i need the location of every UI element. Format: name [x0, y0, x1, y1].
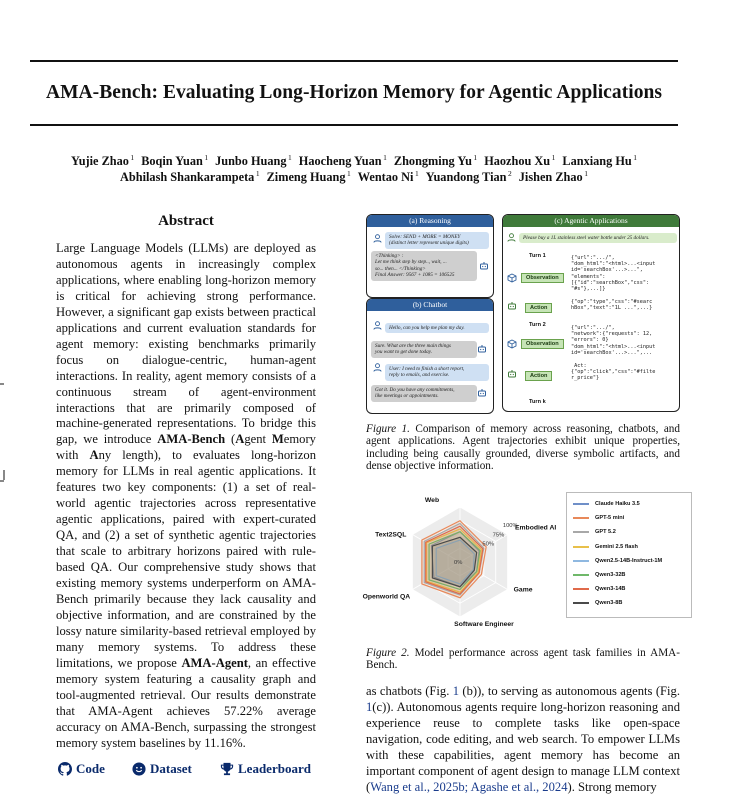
legend-item	[573, 540, 685, 554]
huggingface-icon	[132, 762, 146, 776]
cube-icon	[507, 273, 517, 283]
author-affiliation: 1	[345, 169, 351, 178]
observation-json: {"url":".../", "dom_html":"<html>...<input id='searchBox'...>...", "elements": [{"id":"searchBox","css": "#s"},...]}	[571, 255, 656, 293]
legend-item	[573, 497, 685, 511]
agentic-panel	[502, 214, 680, 412]
leaderboard-link[interactable]	[220, 761, 311, 777]
chat-message-bot: Got it. Do you have any commitments, like meetings or appointments.	[371, 385, 477, 402]
author-name: Yuandong Tian	[425, 170, 507, 184]
author-affiliation: 1	[471, 153, 478, 162]
margin-mark	[3, 470, 5, 480]
legend-label: Qwen2.5-14B-Instruct-1M	[595, 557, 663, 564]
observation-tag: Observation	[521, 273, 564, 283]
chat-message-user: User: I need to finish a short report, reply to emails, and exercise.	[385, 364, 489, 381]
author-name: Junbo Huang	[215, 154, 287, 168]
author-name: Zhongming Yu	[393, 154, 472, 168]
radar-axis-label: Embodied AI	[514, 524, 557, 532]
dataset-link-label: Dataset	[150, 761, 192, 776]
github-icon	[58, 762, 72, 776]
reasoning-question: Solve: SEND + MORE = MONEY (distinct letter represent unique digits)	[385, 232, 489, 249]
citation-link[interactable]: Wang et al., 2025b; Agashe et al., 2024	[370, 779, 568, 794]
code-link-label: Code	[76, 761, 105, 776]
top-rule	[30, 60, 678, 62]
user-icon	[373, 321, 382, 330]
legend-swatch	[573, 531, 589, 533]
chat-message-bot: Sure. What are the three main things you want to get done today.	[371, 341, 477, 358]
author-affiliation: 1	[202, 153, 209, 162]
robot-icon	[507, 369, 517, 379]
user-icon	[373, 363, 382, 372]
legend-swatch	[573, 503, 589, 505]
radar-chart	[360, 481, 566, 641]
figure-1	[366, 214, 680, 412]
agentic-task: Please buy a 1L stainless steel water bottle under 25 dollars.	[519, 233, 677, 243]
figure-1-caption: Figure 1. Comparison of memory across reasoning, chatbots, and agent applications. Agent trajectories exhibit unique properties, including being causally grounded, diverse symbolic artifacts, and dense objective information.	[366, 423, 680, 473]
trophy-icon	[220, 762, 234, 776]
margin-mark	[0, 480, 4, 482]
title-bottom-rule	[30, 124, 678, 126]
reasoning-panel-title: (a) Reasoning	[367, 215, 493, 227]
author-name: Haozhou Xu	[484, 154, 551, 168]
robot-icon	[507, 301, 517, 311]
legend-swatch	[573, 546, 589, 548]
chart-legend	[566, 492, 692, 618]
legend-label: GPT 5.2	[595, 529, 616, 536]
user-icon	[373, 234, 382, 243]
author-affiliation: 1	[254, 169, 260, 178]
robot-icon	[477, 388, 487, 398]
paper-title: AMA-Bench: Evaluating Long-Horizon Memory for Agentic Applications	[45, 82, 663, 103]
legend-swatch	[573, 588, 589, 590]
legend-label: Qwen3-32B	[595, 572, 626, 579]
figure-ref-link[interactable]: 1	[366, 699, 373, 714]
turn-label: Turn 1	[529, 253, 546, 259]
legend-label: Qwen3-14B	[595, 586, 626, 593]
author-name: Jishen Zhao	[518, 170, 583, 184]
author-affiliation: 1	[381, 153, 387, 162]
legend-label: Gemini 2.5 flash	[595, 543, 638, 550]
action-json: {"op":"type","css":"#searc hBox","text":"1L ...",...}	[571, 299, 653, 312]
code-link[interactable]	[58, 761, 105, 777]
radar-ring-label: 0%	[454, 560, 463, 566]
figure-ref-link[interactable]: 1	[452, 684, 460, 698]
abstract-heading: Abstract	[158, 213, 214, 229]
legend-swatch	[573, 602, 589, 604]
abstract-text: Large Language Models (LLMs) are deployed as autonomous agents in increasingly complex applications, where enabling long-horizon memory is critical for achieving strong performance. However, a significant gap exists between practical applications and current evaluation standards for agent memory: existing benchmarks primarily focus on dialogue-centric, human-agent interactions. In reality, agent memory consists of a continuous stream of agent-environment interactions that are primarily composed of machine-generated representations. To bridge this gap, we introduce AMA-Bench (Agent Memory with Any length), to evaluates long-horizon memory for LLMs in real agentic applications. It features two key components: (1) a set of real-world agentic trajectories across representative agentic applications, paired with expert-curated QA, and (2) a set of synthetic agentic trajectories that scale to arbitrary horizons paired with rule-based QA. Our comprehensive study shows that existing memory systems underperform on AMA-Bench primarily because they lack causality and objective information, and are constrained by the lossy nature similarity-based retrieval employed by many memory systems. To address these limitations, we propose AMA-Agent, an effective memory system featuring a causality graph and tool-augmented retrieval. Our results demonstrate that AMA-Agent achieves 57.22% average accuracy on AMA-Bench, surpassing the strongest memory system baselines by 11.16%.	[56, 241, 316, 750]
legend-item	[573, 511, 685, 525]
radar-axis-label: Game	[513, 586, 533, 594]
user-icon	[507, 233, 516, 242]
action-tag: Action	[525, 371, 552, 381]
legend-label: Qwen3-8B	[595, 600, 623, 607]
legend-label: GPT-5 mini	[595, 515, 625, 522]
radar-ring-label: 100%	[502, 523, 518, 530]
legend-item	[573, 582, 685, 596]
bench-name: AMA-Bench	[157, 432, 226, 447]
author-name: Zimeng Huang	[266, 170, 346, 184]
legend-item	[573, 554, 685, 568]
margin-mark	[0, 383, 4, 385]
author-name: Abhilash Shankarampeta	[120, 170, 255, 184]
radar-ring-label: 75%	[492, 532, 505, 539]
author-affiliation: 1	[286, 153, 292, 162]
radar-axis-label: Web	[424, 497, 440, 504]
author-name: Wentao Ni	[357, 170, 414, 184]
author-affiliation: 1	[413, 169, 419, 178]
legend-swatch	[573, 517, 589, 519]
figure-2-caption: Figure 2. Model performance across agent task families in AMA-Bench.	[366, 647, 680, 672]
author-affiliation: 1	[550, 153, 556, 162]
chatbot-panel	[366, 298, 494, 414]
author-affiliation: 1	[582, 169, 588, 178]
author-name: Haocheng Yuan	[298, 154, 382, 168]
robot-icon	[479, 261, 489, 271]
action-json: Act: {"op":"click","css":"#filte r_price"}	[571, 363, 656, 382]
chat-message-user: Hello, can you help me plan my day.	[385, 323, 489, 333]
legend-item	[573, 568, 685, 582]
radar-axis-label: Software Engineer	[454, 621, 514, 628]
author-name: Boqin Yuan	[141, 154, 203, 168]
robot-icon	[477, 344, 487, 354]
legend-label: Claude Haiku 3.5	[595, 501, 640, 508]
legend-swatch	[573, 574, 589, 576]
reasoning-answer: <Thinking> : Let me think step by step.., wait, ... so... then... </Thinking> Final Answer: 9567 + 1085 = 106525	[371, 251, 477, 281]
radar-ring-label: 50%	[482, 541, 495, 548]
agent-name: AMA-Agent	[181, 655, 248, 670]
reasoning-panel	[366, 214, 494, 298]
action-tag: Action	[525, 303, 552, 313]
author-name: Lanxiang Hu	[562, 154, 632, 168]
chatbot-panel-title: (b) Chatbot	[367, 299, 493, 311]
author-line-1	[20, 153, 688, 169]
body-paragraph: as chatbots (Fig. 1 (b)), to serving as autonomous agents (Fig. 1(c)). Autonomous agents require long-horizon reasoning and experience reuse to complete tasks like open-space navigation, code editing, and web search. To empower LLMs with these capabilities, agent memory has become an important component of agent design to manage LLM context (Wang et al., 2025b; Agashe et al., 2024). Strong memory	[366, 684, 680, 794]
author-name: Yujie Zhao	[70, 154, 129, 168]
observation-json: {"url":".../", "network":{"requests": 12, "errors": 0} "dom_html":"<html>...<input id='searchBox'...>...",...	[571, 325, 656, 356]
turn-label: Turn k	[529, 399, 546, 405]
turn-label: Turn 2	[529, 322, 546, 328]
dataset-link[interactable]	[132, 761, 192, 777]
agentic-panel-title: (c) Agentic Applications	[503, 215, 679, 227]
legend-item	[573, 596, 685, 610]
author-line-2	[20, 169, 688, 185]
cube-icon	[507, 339, 517, 349]
radar-axis-label: Text2SQL	[375, 531, 407, 539]
radar-axis-label: Openworld QA	[362, 593, 411, 601]
author-affiliation: 2	[506, 169, 512, 178]
legend-item	[573, 525, 685, 539]
observation-tag: Observation	[521, 339, 564, 349]
author-affiliation: 1	[128, 153, 135, 162]
leaderboard-link-label: Leaderboard	[238, 761, 311, 776]
legend-swatch	[573, 560, 589, 562]
author-affiliation: 1	[631, 153, 638, 162]
figure-2	[360, 481, 696, 641]
